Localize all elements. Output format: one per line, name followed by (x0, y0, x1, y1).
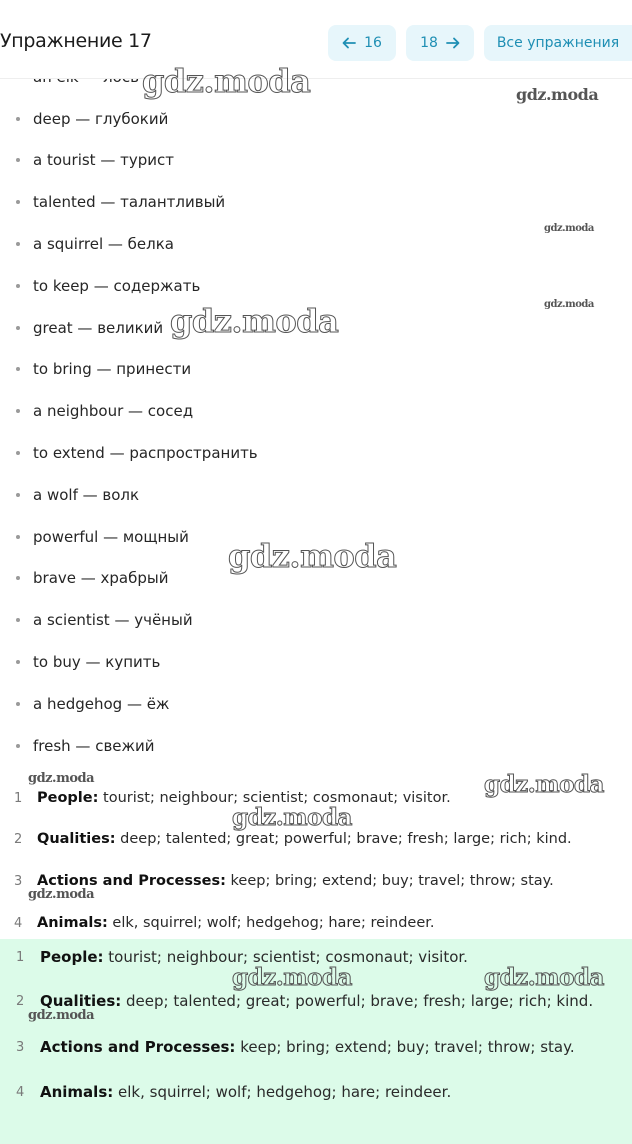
group-category: Animals: (37, 915, 108, 931)
list-item (0, 474, 632, 516)
group-number: 1 (14, 790, 23, 806)
arrow-right-icon (446, 36, 460, 50)
answer-items: keep; bring; extend; buy; travel; throw; stay. (235, 1038, 575, 1056)
vocab-text: to bring — принести (33, 360, 192, 379)
group-items: deep; talented; great; powerful; brave; fresh; large; rich; kind. (115, 831, 572, 847)
list-item (0, 223, 632, 265)
page-title: Упражнение 17 (0, 30, 152, 52)
list-item (0, 265, 632, 307)
list-item (0, 725, 632, 767)
bullet-icon (16, 367, 20, 371)
all-exercises-button[interactable]: Все упражнения (484, 25, 632, 61)
next-exercise-button[interactable] (406, 25, 474, 61)
answer-number: 2 (16, 993, 25, 1009)
bullet-icon (16, 493, 20, 497)
group-row (0, 870, 632, 892)
answer-items: elk, squirrel; wolf; hedgehog; hare; reindeer. (113, 1083, 452, 1101)
answer-number: 1 (16, 949, 25, 965)
list-item (0, 599, 632, 641)
answer-items: deep; talented; great; powerful; brave; fresh; large; rich; kind. (121, 992, 594, 1010)
watermark: gdz.moda (516, 85, 599, 104)
list-item (0, 558, 632, 600)
prev-exercise-button[interactable] (328, 25, 396, 61)
watermark: gdz.moda (484, 771, 604, 798)
answer-category: Qualities: (40, 992, 122, 1010)
vocab-text: a hedgehog — ёж (33, 694, 170, 713)
answer-items: tourist; neighbour; scientist; cosmonaut; visitor. (103, 948, 468, 966)
bullet-icon (16, 117, 20, 121)
bullet-icon (16, 284, 20, 288)
vocab-text: talented — талантливый (33, 193, 226, 212)
watermark: gdz.moda (142, 62, 311, 100)
answer-row (0, 1036, 632, 1058)
answer-category: People: (40, 948, 104, 966)
list-item (0, 683, 632, 725)
list-item (0, 432, 632, 474)
answer-row (0, 946, 632, 968)
vocab-text: to extend — распространить (33, 444, 258, 463)
bullet-icon (16, 744, 20, 748)
group-number: 4 (14, 915, 23, 931)
bullet-icon (16, 618, 20, 622)
watermark: gdz.moda (544, 223, 594, 234)
vocab-text: to keep — содержать (33, 276, 201, 295)
vocabulary-list (0, 56, 632, 767)
answer-number: 3 (16, 1039, 25, 1055)
list-item (0, 181, 632, 223)
group-number: 2 (14, 831, 23, 847)
group-row (0, 912, 632, 934)
bullet-icon (16, 702, 20, 706)
exercise-header (0, 0, 632, 79)
watermark: gdz.moda (232, 804, 352, 831)
answer-number: 4 (16, 1084, 25, 1100)
watermark: gdz.moda (228, 537, 397, 575)
vocab-text: deep — глубокий (33, 109, 169, 128)
group-number: 3 (14, 873, 23, 889)
list-item (0, 641, 632, 683)
bullet-icon (16, 242, 20, 246)
vocab-text: a scientist — учёный (33, 611, 193, 630)
prev-exercise-label: 16 (364, 35, 382, 51)
bullet-icon (16, 535, 20, 539)
list-item (0, 349, 632, 391)
bullet-icon (16, 200, 20, 204)
group-category: People: (37, 790, 99, 806)
group-row (0, 787, 632, 809)
next-exercise-label: 18 (420, 35, 438, 51)
group-items: keep; bring; extend; buy; travel; throw; stay. (225, 873, 554, 889)
watermark: gdz.moda (28, 1008, 95, 1023)
list-item (0, 390, 632, 432)
vocab-text: a squirrel — белка (33, 235, 174, 254)
vocab-text: a wolf — волк (33, 485, 140, 504)
group-items: tourist; neighbour; scientist; cosmonaut; visitor. (98, 790, 451, 806)
vocab-text: fresh — свежий (33, 736, 155, 755)
vocab-text: brave — храбрый (33, 569, 169, 588)
watermark: gdz.moda (28, 771, 95, 786)
watermark: gdz.moda (170, 302, 339, 340)
bullet-icon (16, 158, 20, 162)
vocab-text: a tourist — турист (33, 151, 174, 170)
list-item (0, 307, 632, 349)
answer-row (0, 990, 632, 1012)
answer-category: Actions and Processes: (40, 1038, 236, 1056)
bullet-icon (16, 660, 20, 664)
list-item (0, 140, 632, 182)
watermark: gdz.moda (28, 887, 95, 902)
group-category: Actions and Processes: (37, 873, 226, 889)
bullet-icon (16, 576, 20, 580)
group-row (0, 828, 632, 850)
answer-row (0, 1081, 632, 1103)
bullet-icon (16, 409, 20, 413)
bullet-icon (16, 326, 20, 330)
vocab-text: to buy — купить (33, 653, 161, 672)
vocab-text: great — великий (33, 318, 164, 337)
watermark: gdz.moda (544, 299, 594, 310)
bullet-icon (16, 451, 20, 455)
vocab-text: a neighbour — сосед (33, 402, 194, 421)
list-item (0, 516, 632, 558)
arrow-left-icon (342, 36, 356, 50)
group-category: Qualities: (37, 831, 116, 847)
group-items: elk, squirrel; wolf; hedgehog; hare; reindeer. (107, 915, 435, 931)
list-item (0, 98, 632, 140)
vocab-text: powerful — мощный (33, 527, 189, 546)
answer-category: Animals: (40, 1083, 114, 1101)
